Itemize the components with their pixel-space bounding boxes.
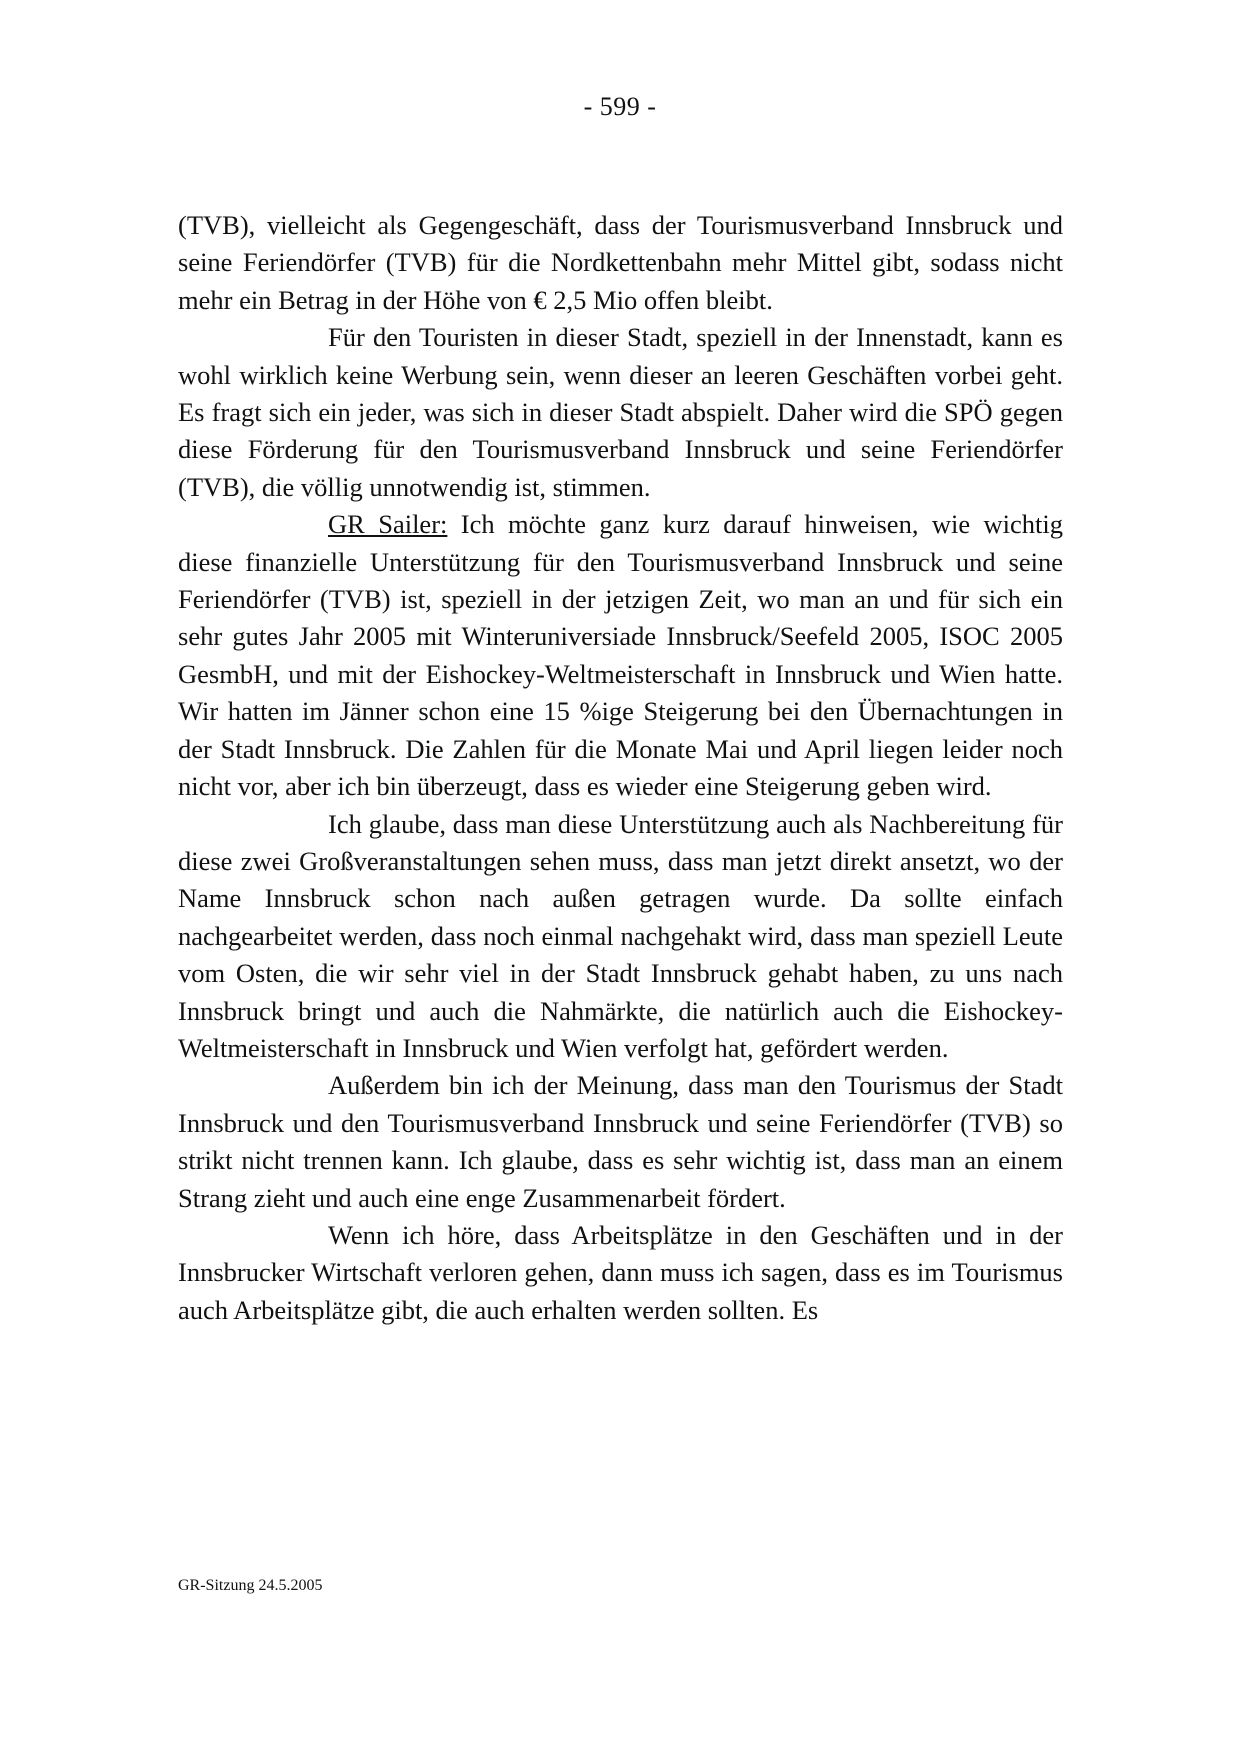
page-number: - 599 - [583, 92, 657, 121]
speaker-name: GR Sailer: [328, 509, 448, 540]
paragraph-text: Ich möchte ganz kurz darauf hinweisen, wie wichtig diese finanzielle Unterstützung für den Tourismusverband Innsbruck und seine Feriendörfer (TVB) ist, speziell in der jetzigen Zeit, wo man an und für sich ein sehr gutes Jahr 2005 mit Winteruniversiade Innsbruck/Seefeld 2005, ISOC 2005 GesmbH, und mit der Eishockey-Weltmeisterschaft in Innsbruck und Wien hatte. Wir hatten im Jänner schon eine 15 %ige Steigerung bei den Übernachtungen in der Stadt Innsbruck. Die Zahlen für die Monate Mai und April liegen leider noch nicht vor, aber ich bin überzeugt, dass es wieder eine Steigerung geben wird. [178, 509, 1063, 802]
paragraph [178, 506, 1063, 805]
paragraph [178, 1217, 1063, 1329]
footer-session-date: GR-Sitzung 24.5.2005 [178, 1577, 323, 1594]
paragraph [178, 1067, 1063, 1217]
document-body [178, 207, 1063, 1329]
paragraph [178, 207, 1063, 319]
paragraph-text: Ich glaube, dass man diese Unterstützung auch als Nachbereitung für diese zwei Großveranstaltungen sehen muss, dass man jetzt direkt ansetzt, wo der Name Innsbruck schon nach außen getragen wurde. Da sollte einfach nachgearbeitet werden, dass noch einmal nachgehakt wird, dass man speziell Leute vom Osten, die wir sehr viel in der Stadt Innsbruck gehabt haben, zu uns nach Innsbruck bringt und auch die Nahmärkte, die natürlich auch die Eishockey-Weltmeisterschaft in Innsbruck und Wien verfolgt hat, gefördert werden. [178, 808, 1063, 1063]
paragraph [178, 806, 1063, 1068]
paragraph-text: Für den Touristen in dieser Stadt, speziell in der Innenstadt, kann es wohl wirklich keine Werbung sein, wenn dieser an leeren Geschäften vorbei geht. Es fragt sich ein jeder, was sich in dieser Stadt abspielt. Daher wird die SPÖ gegen diese Förderung für den Tourismusverband Innsbruck und seine Feriendörfer (TVB), die völlig unnotwendig ist, stimmen. [178, 322, 1063, 502]
paragraph-text: Außerdem bin ich der Meinung, dass man den Tourismus der Stadt Innsbruck und den Tourismusverband Innsbruck und seine Feriendörfer (TVB) so strikt nicht trennen kann. Ich glaube, dass es sehr wichtig ist, dass man an einem Strang zieht und auch eine enge Zusammenarbeit fördert. [178, 1070, 1063, 1213]
paragraph-text: (TVB), vielleicht als Gegengeschäft, dass der Tourismusverband Innsbruck und seine Feriendörfer (TVB) für die Nordkettenbahn mehr Mittel gibt, sodass nicht mehr ein Betrag in der Höhe von € 2,5 Mio offen bleibt. [178, 210, 1063, 315]
paragraph [178, 319, 1063, 506]
paragraph-text: Wenn ich höre, dass Arbeitsplätze in den Geschäften und in der Innsbrucker Wirtschaft verloren gehen, dann muss ich sagen, dass es im Tourismus auch Arbeitsplätze gibt, die auch erhalten werden sollten. Es [178, 1219, 1063, 1325]
